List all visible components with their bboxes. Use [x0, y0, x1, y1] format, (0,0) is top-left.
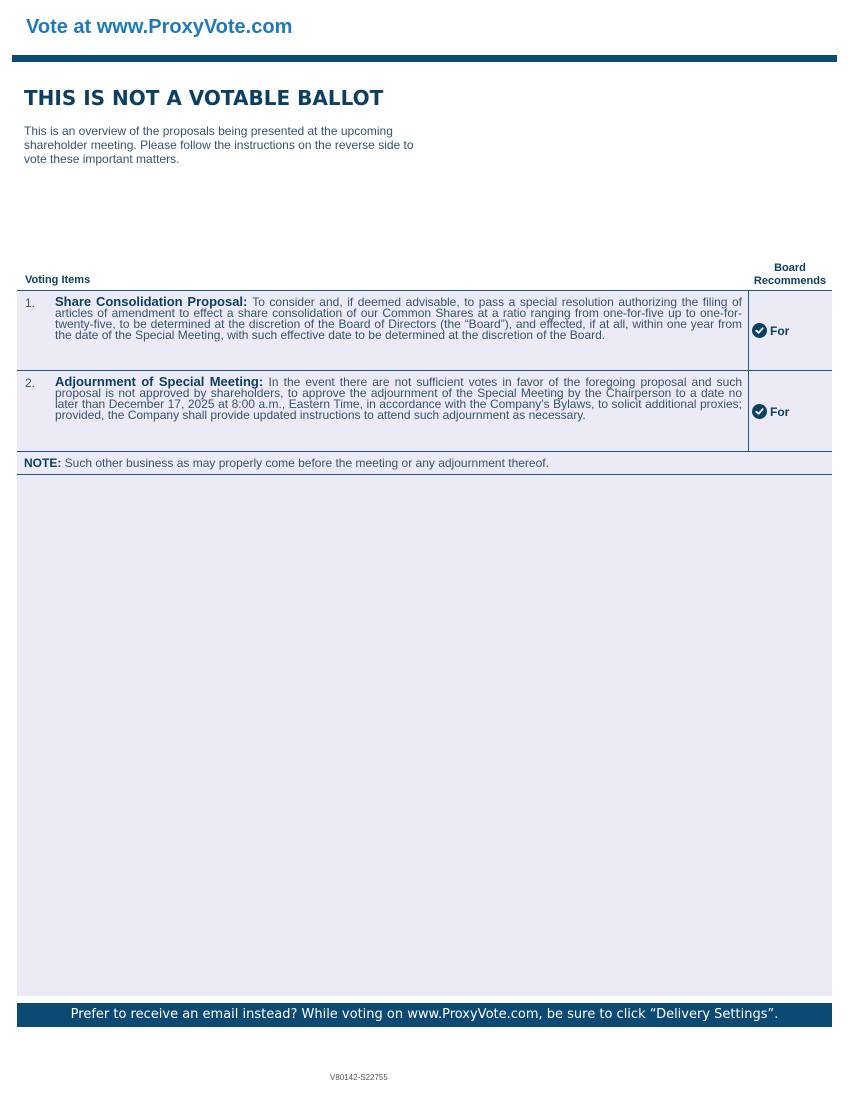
item-title: Share Consolidation Proposal: — [55, 294, 253, 309]
item-number: 2. — [25, 376, 36, 390]
item-body: In the event there are not sufficient votes in favor of the foregoing proposal and such proposal is not approved by shareholders, to approve the adjournment of the Special Meeting by the Chairperson to a date no later than December 17, 2025 at 8:00 a.m., Eastern Time, in accordance with the Company's Bylaws, to solicit additional proxies; provided, the Company shall provide updated instructions to attend such adjournment as necessary. — [55, 375, 742, 422]
header-rule — [12, 55, 837, 62]
board-recommendation — [752, 404, 789, 419]
proxyvote-link[interactable]: Vote at www.ProxyVote.com — [26, 16, 293, 38]
item-description — [55, 296, 742, 341]
recommendation-label: For — [770, 404, 790, 419]
item-title: Adjournment of Special Meeting: — [55, 374, 269, 389]
column-divider — [748, 371, 749, 452]
intro-text: This is an overview of the proposals being presented at the upcoming shareholder meeting. Please follow the instructions on the reverse side to vote these important matters. — [24, 124, 414, 166]
note-row — [17, 451, 832, 475]
email-delivery-banner: Prefer to receive an email instead? While voting on www.ProxyVote.com, be sure to click “Delivery Settings”. — [17, 1003, 832, 1027]
voting-items-panel — [17, 290, 832, 996]
note-text — [24, 456, 549, 470]
note-body: Such other business as may properly come before the meeting or any adjournment thereof. — [64, 456, 549, 470]
board-recommends-header: Board Recommends — [753, 262, 827, 287]
voting-items-header: Voting Items — [25, 274, 91, 286]
recommendation-label: For — [770, 323, 790, 338]
note-label: NOTE: — [24, 456, 65, 470]
document-code: V80142-S22755 — [330, 1073, 388, 1082]
voting-item-row — [17, 370, 832, 452]
board-recommendation — [752, 323, 789, 338]
voting-item-row — [17, 290, 832, 371]
page-title: THIS IS NOT A VOTABLE BALLOT — [24, 86, 384, 110]
item-body: To consider and, if deemed advisable, to pass a special resolution authorizing the filing of articles of amendment to effect a share consolidation of our Common Shares at a ratio ranging from one-for-five up to one-for-twenty-five, to be determined at the discretion of the Board of Directors (the “Board”), and effected, if at all, within one year from the date of the Special Meeting, with such effective date to be determined at the discretion of the Board. — [55, 295, 743, 342]
item-number: 1. — [25, 296, 36, 310]
column-divider — [748, 291, 749, 371]
check-circle-icon — [752, 323, 767, 338]
check-circle-icon — [752, 404, 767, 419]
item-description — [55, 376, 742, 421]
